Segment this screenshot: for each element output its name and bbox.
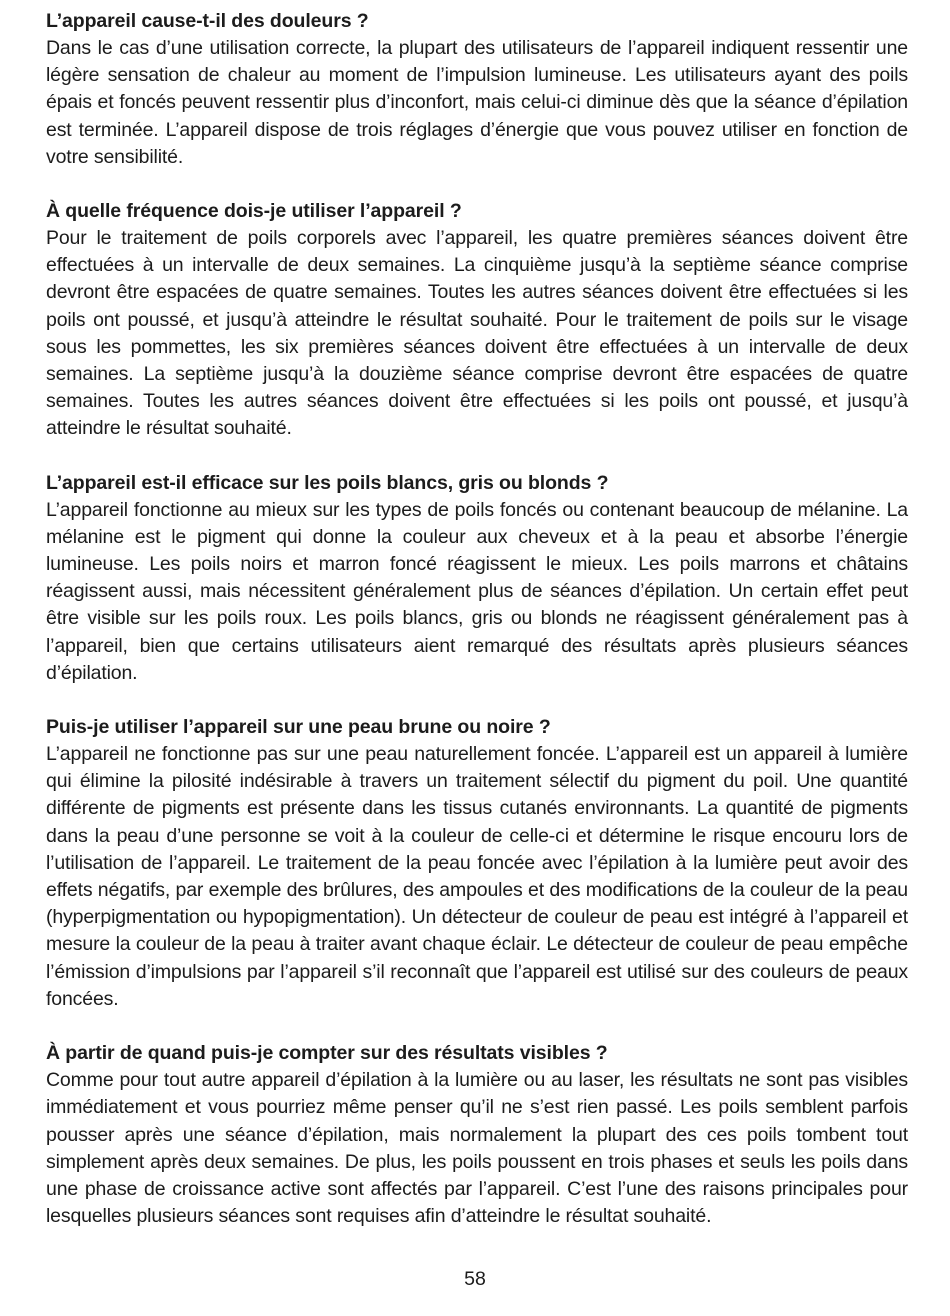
section-paragraph: L’appareil fonctionne au mieux sur les types de poils foncés ou contenant beaucoup de mélanine. La mélanine est le pigment qui donne la couleur aux cheveux et à la peau et absorbe l’énergie lumineuse. Les poils noirs et marron foncé réagissent le mieux. Les poils marrons et châtains réagissent aussi, mais nécessitent généralement plus de séances d’épilation. Un certain effet peut être visible sur les poils roux. Les poils blancs, gris ou blonds ne réagissent généralement pas à l’appareil, bien que certains utilisateurs aient remarqué des résultats après plusieurs séances d’épilation. [46, 498, 908, 684]
section-heading: À quelle fréquence dois-je utiliser l’appareil ? [46, 200, 462, 223]
section-paragraph: Pour le traitement de poils corporels avec l’appareil, les quatre premières séances doivent être effectuées à un intervalle de deux semaines. La cinquième jusqu’à la septième séance comprise devront être espacées de quatre semaines. Toutes les autres séances doivent être effectuées si les poils ont poussé, et jusqu’à atteindre le résultat souhaité. Pour le traitement de poils sur le visage sous les pommettes, les six premières séances doivent être effectuées à un intervalle de deux semaines. La septième jusqu’à la douzième séance comprise devront être espacées de quatre semaines. Toutes les autres séances doivent être effectuées si les poils ont poussé, et jusqu’à atteindre le résultat souhaité. [46, 227, 908, 440]
section-paragraph: Dans le cas d’une utilisation correcte, la plupart des utilisateurs de l’appareil indiquent ressentir une légère sensation de chaleur au moment de l’impulsion lumineuse. Les utilisateurs ayant des poils épais et foncés peuvent ressentir plus d’inconfort, mais celui-ci diminue dès que la séance d’épilation est terminée. L’appareil dispose de trois réglages d’énergie que vous pouvez utiliser en fonction de votre sensibilité. [46, 37, 908, 168]
section-heading: L’appareil cause-t-il des douleurs ? [46, 10, 369, 32]
section-paragraph: L’appareil ne fonctionne pas sur une peau naturellement foncée. L’appareil est un appareil à lumière qui élimine la pilosité indésirable à travers un traitement sélectif du pigment du poil. Une quantité différente de pigments est présente dans les tissus cutanés environnants. La quantité de pigments dans la peau d’une personne se voit à la couleur de celle-ci et détermine le risque encouru lors de l’utilisation de l’appareil. Le traitement de la peau foncée avec l’épilation à la lumière peut avoir des effets négatifs, par exemple des brûlures, des ampoules et des modifications de la couleur de la peau (hyperpigmentation ou hypopigmentation). Un détecteur de couleur de peau est intégré à l’appareil et mesure la couleur de la peau à traiter avant chaque éclair. Le détecteur de couleur de peau empêche l’émission d’impulsions par l’appareil s’il reconnaît que l’appareil est utilisé sur des couleurs de peaux foncées. [46, 743, 908, 1010]
section-paragraph: Comme pour tout autre appareil d’épilation à la lumière ou au laser, les résultats ne sont pas visibles immédiatement et vous pourriez même penser qu’il ne s’est rien passé. Les poils semblent parfois pousser après une séance d’épilation, mais normalement la plupart des ces poils tombent tout simplement après deux semaines. De plus, les poils poussent en trois phases et seuls les poils dans une phase de croissance active sont affectés par l’appareil. C’est l’une des raisons principales pour lesquelles plusieurs séances sont requises afin d’atteindre le résultat souhaité. [46, 1069, 908, 1228]
section-heading: À partir de quand puis-je compter sur des résultats visibles ? [46, 1042, 608, 1065]
section-heading: L’appareil est-il efficace sur les poils blancs, gris ou blonds ? [46, 471, 609, 494]
faq-section-dark-skin [46, 714, 908, 1013]
faq-section-pain [46, 8, 908, 171]
faq-section-results [46, 1040, 908, 1230]
faq-section-light-hair [46, 470, 908, 687]
page-number: 58 [464, 1268, 486, 1290]
faq-section-frequency [46, 198, 908, 443]
document-page [46, 8, 908, 1257]
section-heading: Puis-je utiliser l’appareil sur une peau brune ou noire ? [46, 716, 551, 739]
